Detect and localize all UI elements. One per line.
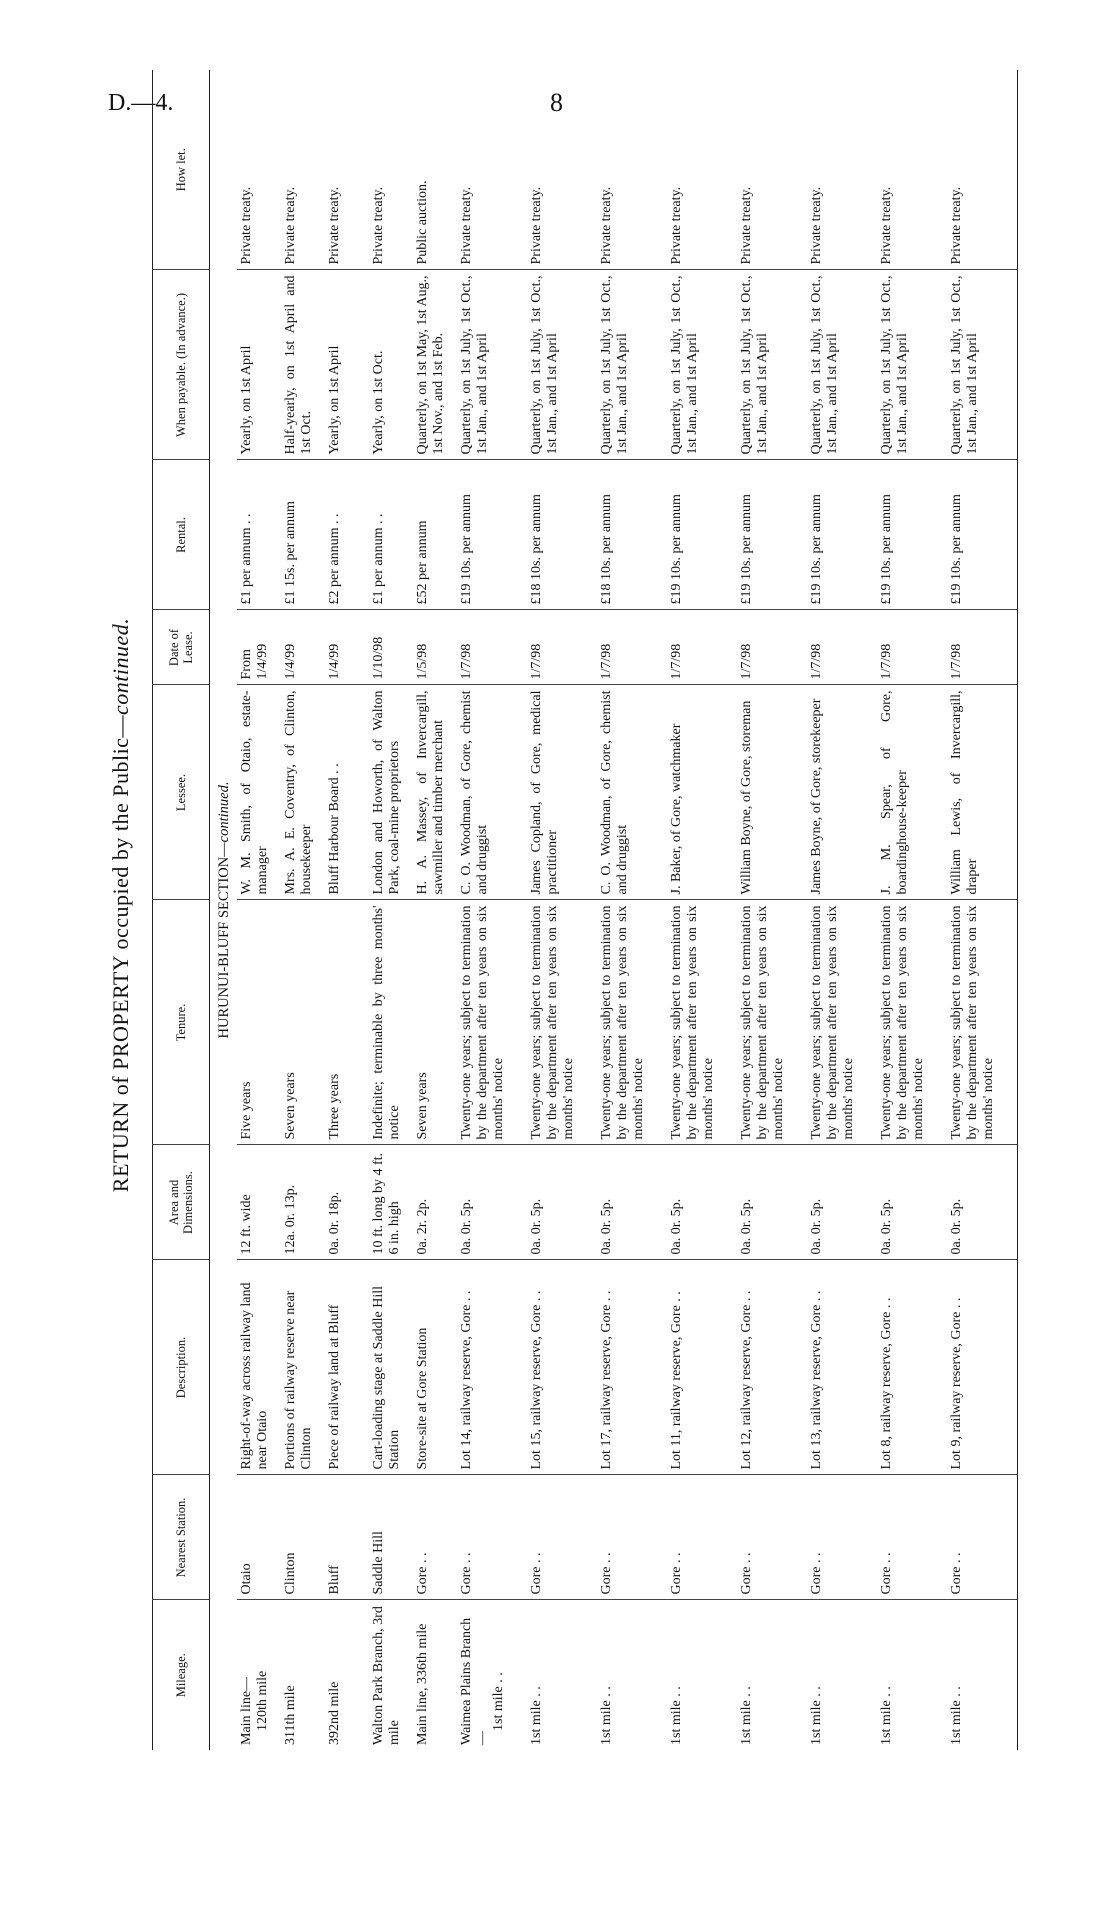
cell-station: Bluff	[325, 1475, 369, 1600]
cell-payable: Yearly, on 1st April	[325, 270, 369, 460]
cell-payable: Quarterly, on 1st July, 1st Oct., 1st Jan., and 1st April	[807, 270, 877, 460]
col-tenure: Tenure.	[153, 900, 210, 1145]
cell-payable: Quarterly, on 1st July, 1st Oct., 1st Jan., and 1st April	[877, 270, 947, 460]
cell-lessee: C. O. Woodman, of Gore, chemist and druggist	[457, 685, 527, 900]
cell-mileage: 1st mile . .	[597, 1600, 667, 1750]
cell-description: Lot 17, railway reserve, Gore . .	[597, 1260, 667, 1475]
cell-payable: Quarterly, on 1st July, 1st Oct., 1st Jan., and 1st April	[457, 270, 527, 460]
cell-date: 1/5/98	[413, 610, 457, 685]
table-row	[325, 70, 369, 1750]
cell-rental: £19 10s. per annum	[947, 460, 1018, 610]
cell-date: 1/4/99	[281, 610, 325, 685]
cell-how: Private treaty.	[458, 186, 474, 265]
cell-mileage: 392nd mile	[325, 1600, 369, 1750]
cell-how: Private treaty.	[370, 186, 386, 265]
cell-date: 1/7/98	[737, 610, 807, 685]
cell-how: Public auction.	[414, 180, 430, 265]
section-continued: continued.	[216, 781, 232, 843]
cell-lessee: H. A. Massey, of Invercargill, sawmiller and timber merchant	[413, 685, 457, 900]
col-when-payable: When payable. (In advance.)	[153, 270, 210, 460]
col-lessee: Lessee.	[153, 685, 210, 900]
cell-date: 1/4/99	[325, 610, 369, 685]
cell-area: 0a. 0r. 5p.	[527, 1145, 597, 1260]
cell-lessee: London and Howorth, of Walton Park, coal-mine proprietors	[369, 685, 413, 900]
mileage-heading: Main line—	[238, 1676, 254, 1745]
cell-area: 12a. 0r. 13p.	[281, 1145, 325, 1260]
date-value: 1/4/99	[254, 643, 270, 680]
cell-lessee: J. Baker, of Gore, watchmaker	[667, 685, 737, 900]
cell-description: Lot 9, railway reserve, Gore . .	[947, 1260, 1018, 1475]
section-row	[210, 70, 237, 1750]
cell-lessee: Mrs. A. E. Coventry, of Clinton, housekeeper	[281, 685, 325, 900]
cell-how: Private treaty.	[238, 186, 254, 265]
cell-description: Lot 8, railway reserve, Gore . .	[877, 1260, 947, 1475]
cell-payable: Quarterly, on 1st May, 1st Aug., 1st Nov., and 1st Feb.	[413, 270, 457, 460]
cell-lessee: J. M. Spear, of Gore, boardinghouse-keeper	[877, 685, 947, 900]
cell-station: Gore . .	[667, 1475, 737, 1600]
cell-how: Private treaty.	[598, 186, 614, 265]
cell-area: 0a. 0r. 5p.	[947, 1145, 1018, 1260]
col-rental: Rental.	[153, 460, 210, 610]
cell-description: Lot 13, railway reserve, Gore . .	[807, 1260, 877, 1475]
cell-station: Gore . .	[737, 1475, 807, 1600]
cell-tenure: Twenty-one years; subject to termination by the department after ten years on six months' notice	[737, 900, 807, 1145]
cell-station: Gore . .	[457, 1475, 527, 1600]
cell-rental: £1 15s. per annum	[281, 460, 325, 610]
cell-station: Gore . .	[877, 1475, 947, 1600]
cell-mileage: 1st mile . .	[667, 1600, 737, 1750]
cell-rental: £1 per annum . .	[369, 460, 413, 610]
cell-mileage: 1st mile . .	[527, 1600, 597, 1750]
cell-payable: Quarterly, on 1st July, 1st Oct., 1st Jan., and 1st April	[737, 270, 807, 460]
cell-rental: £1 per annum . .	[237, 460, 281, 610]
cell-mileage	[237, 1600, 281, 1750]
page-number: 8	[550, 88, 563, 117]
cell-station: Gore . .	[527, 1475, 597, 1600]
cell-description: Portions of railway reserve near Clinton	[281, 1260, 325, 1475]
cell-area: 0a. 0r. 5p.	[877, 1145, 947, 1260]
cell-lessee: William Lewis, of Invercargill, draper	[947, 685, 1018, 900]
cell-mileage: 1st mile . .	[807, 1600, 877, 1750]
cell-area: 0a. 0r. 5p.	[597, 1145, 667, 1260]
cell-area: 0a. 0r. 5p.	[667, 1145, 737, 1260]
cell-station: Clinton	[281, 1475, 325, 1600]
page-title	[108, 20, 134, 1790]
cell-area: 0a. 0r. 18p.	[325, 1145, 369, 1260]
cell-how: Private treaty.	[326, 186, 342, 265]
cell-payable: Yearly, on 1st Oct.	[369, 270, 413, 460]
cell-how: Private treaty.	[282, 186, 298, 265]
mileage-value: 1st mile . .	[490, 1672, 506, 1731]
page-reference: D.—4.	[108, 90, 174, 116]
table-row	[597, 70, 667, 1750]
cell-lessee: C. O. Woodman, of Gore, chemist and druggist	[597, 685, 667, 900]
table-row	[237, 70, 281, 1750]
cell-date: 1/7/98	[947, 610, 1018, 685]
cell-station: Saddle Hill	[369, 1475, 413, 1600]
cell-tenure: Twenty-one years; subject to termination by the department after ten years on six months' notice	[877, 900, 947, 1145]
cell-tenure: Three years	[325, 900, 369, 1145]
cell-tenure: Twenty-one years; subject to termination by the department after ten years on six months' notice	[947, 900, 1018, 1145]
cell-lessee: James Copland, of Gore, medical practitioner	[527, 685, 597, 900]
cell-tenure: Twenty-one years; subject to termination by the department after ten years on six months' notice	[457, 900, 527, 1145]
table-row	[281, 70, 325, 1750]
section-text: HURUNUI-BLUFF SECTION—	[216, 842, 232, 1039]
cell-tenure: Seven years	[413, 900, 457, 1145]
cell-lessee: William Boyne, of Gore, storeman	[737, 685, 807, 900]
table-row	[413, 70, 457, 1750]
cell-lessee: James Boyne, of Gore, storekeeper	[807, 685, 877, 900]
cell-tenure: Five years	[237, 900, 281, 1145]
table-body	[210, 70, 1018, 1750]
cell-rental: £19 10s. per annum	[877, 460, 947, 610]
cell-mileage: 1st mile . .	[737, 1600, 807, 1750]
cell-area: 0a. 0r. 5p.	[457, 1145, 527, 1260]
cell-tenure: Seven years	[281, 900, 325, 1145]
table-row	[667, 70, 737, 1750]
date-from-label: From	[238, 649, 254, 680]
table-row	[527, 70, 597, 1750]
cell-how: Private treaty.	[878, 186, 894, 265]
cell-how: Private treaty.	[808, 186, 824, 265]
table-row	[457, 70, 527, 1750]
cell-station: Gore . .	[597, 1475, 667, 1600]
cell-rental: £19 10s. per annum	[667, 460, 737, 610]
col-date-of-lease: Date of Lease.	[153, 610, 210, 685]
col-mileage: Mileage.	[153, 1600, 210, 1750]
cell-how: Private treaty.	[947, 70, 1018, 270]
table-row	[369, 70, 413, 1750]
table-row	[737, 70, 807, 1750]
cell-mileage: Walton Park Branch, 3rd mile	[369, 1600, 413, 1750]
cell-date: 1/10/98	[369, 610, 413, 685]
cell-rental: £18 10s. per annum	[597, 460, 667, 610]
table-row	[807, 70, 877, 1750]
cell-area: 0a. 2r. 2p.	[413, 1145, 457, 1260]
cell-date	[237, 610, 281, 685]
cell-tenure: Twenty-one years; subject to termination by the department after ten years on six months' notice	[527, 900, 597, 1145]
cell-description: Lot 15, railway reserve, Gore . .	[527, 1260, 597, 1475]
cell-date: 1/7/98	[457, 610, 527, 685]
cell-payable: Yearly, on 1st April	[237, 270, 281, 460]
col-how-let: How let.	[153, 70, 210, 270]
col-nearest-station: Nearest Station.	[153, 1475, 210, 1600]
cell-description: Right-of-way across railway land near Otaio	[237, 1260, 281, 1475]
cell-area: 0a. 0r. 5p.	[807, 1145, 877, 1260]
cell-tenure: Twenty-one years; subject to termination by the department after ten years on six months' notice	[667, 900, 737, 1145]
cell-how: Private treaty.	[528, 186, 544, 265]
cell-station: Gore . .	[947, 1475, 1018, 1600]
col-description: Description.	[153, 1260, 210, 1475]
cell-payable: Quarterly, on 1st July, 1st Oct., 1st Jan., and 1st April	[947, 270, 1018, 460]
cell-description: Store-site at Gore Station	[413, 1260, 457, 1475]
title-text: RETURN of PROPERTY occupied by the Public—	[108, 715, 133, 1193]
rotated-return-table	[108, 20, 996, 1790]
cell-how: Private treaty.	[668, 186, 684, 265]
cell-tenure: Twenty-one years; subject to termination by the department after ten years on six months' notice	[597, 900, 667, 1145]
cell-station: Gore . .	[807, 1475, 877, 1600]
cell-payable: Quarterly, on 1st July, 1st Oct., 1st Jan., and 1st April	[667, 270, 737, 460]
cell-area: 10 ft. long by 4 ft. 6 in. high	[369, 1145, 413, 1260]
property-table	[152, 70, 1018, 1750]
cell-rental: £19 10s. per annum	[807, 460, 877, 610]
cell-payable: Quarterly, on 1st July, 1st Oct., 1st Jan., and 1st April	[527, 270, 597, 460]
cell-station: Otaio	[237, 1475, 281, 1600]
cell-how: Private treaty.	[738, 186, 754, 265]
cell-description: Lot 12, railway reserve, Gore . .	[737, 1260, 807, 1475]
cell-tenure: Indefinite; terminable by three months' notice	[369, 900, 413, 1145]
cell-mileage	[457, 1600, 527, 1750]
cell-description: Lot 11, railway reserve, Gore . .	[667, 1260, 737, 1475]
header-row	[153, 70, 210, 1750]
cell-rental: £18 10s. per annum	[527, 460, 597, 610]
cell-station: Gore . .	[413, 1475, 457, 1600]
cell-date: 1/7/98	[877, 610, 947, 685]
title-continued: continued.	[108, 617, 133, 716]
cell-lessee: W. M. Smith, of Otaio, estate-manager	[237, 685, 281, 900]
cell-tenure: Twenty-one years; subject to termination by the department after ten years on six months' notice	[807, 900, 877, 1145]
cell-date: 1/7/98	[667, 610, 737, 685]
cell-rental: £52 per annum	[413, 460, 457, 610]
cell-payable: Half-yearly, on 1st April and 1st Oct.	[281, 270, 325, 460]
cell-description: Cart-loading stage at Saddle Hill Station	[369, 1260, 413, 1475]
cell-rental: £19 10s. per annum	[737, 460, 807, 610]
cell-mileage: 1st mile . .	[877, 1600, 947, 1750]
cell-description: Lot 14, railway reserve, Gore . .	[457, 1260, 527, 1475]
table-row	[877, 70, 947, 1750]
cell-date: 1/7/98	[527, 610, 597, 685]
cell-lessee: Bluff Harbour Board . .	[325, 685, 369, 900]
cell-mileage: 311th mile	[281, 1600, 325, 1750]
cell-rental: £19 10s. per annum	[457, 460, 527, 610]
section-heading	[210, 70, 237, 1750]
cell-mileage: Main line, 336th mile	[413, 1600, 457, 1750]
cell-area: 12 ft. wide	[237, 1145, 281, 1260]
cell-mileage: 1st mile . .	[947, 1600, 1018, 1750]
table-row	[947, 70, 1018, 1750]
col-area: Area and Dimensions.	[153, 1145, 210, 1260]
mileage-heading: Waimea Plains Branch—	[458, 1617, 490, 1745]
cell-date: 1/7/98	[597, 610, 667, 685]
cell-description: Piece of railway land at Bluff	[325, 1260, 369, 1475]
cell-payable: Quarterly, on 1st July, 1st Oct., 1st Jan., and 1st April	[597, 270, 667, 460]
cell-area: 0a. 0r. 5p.	[737, 1145, 807, 1260]
cell-rental: £2 per annum . .	[325, 460, 369, 610]
mileage-value: 120th mile	[254, 1670, 270, 1731]
cell-date: 1/7/98	[807, 610, 877, 685]
